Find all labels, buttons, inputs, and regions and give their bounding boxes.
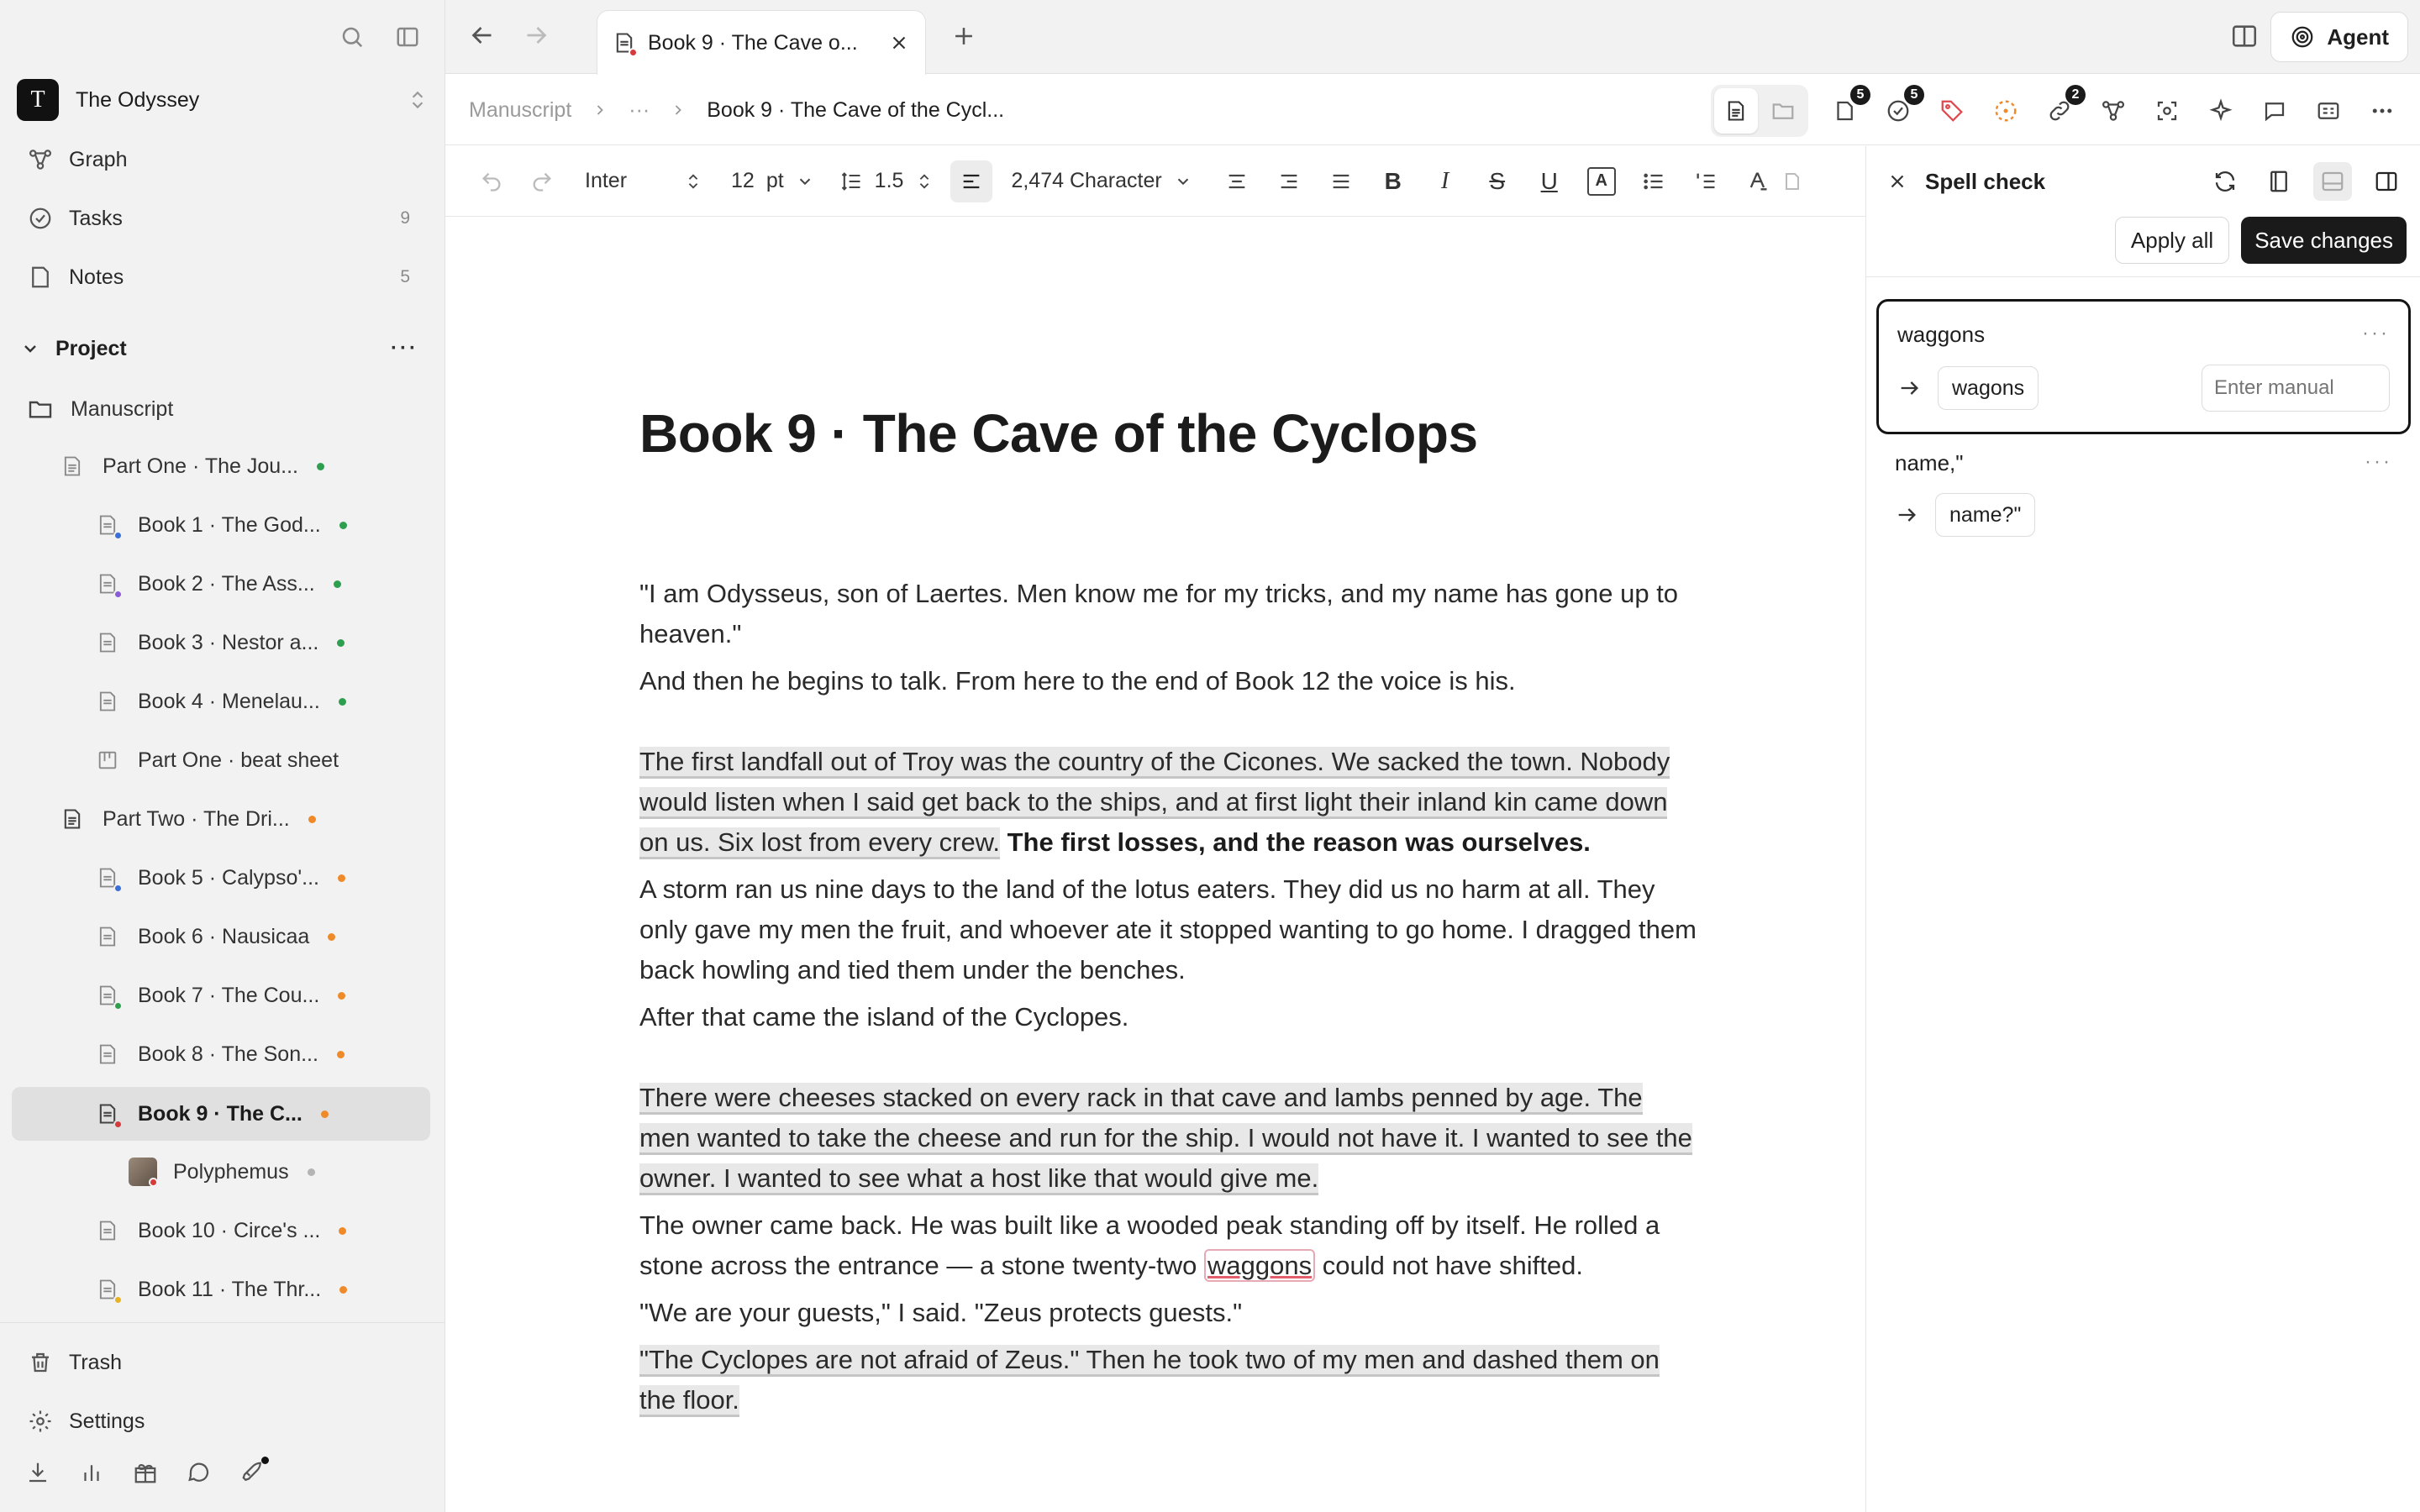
notes-count: 5: [400, 267, 410, 286]
document-icon: [91, 1037, 124, 1071]
pages-icon[interactable]: [1827, 87, 1865, 129]
status-dot: [339, 1286, 347, 1294]
font-size-select[interactable]: [731, 169, 814, 193]
suggestion-chip[interactable]: wagons: [1938, 366, 2039, 410]
back-arrow-icon[interactable]: [467, 20, 497, 50]
panel-header: [1866, 146, 2420, 217]
book-icon[interactable]: [2260, 162, 2298, 201]
more-tools-icon[interactable]: [1782, 160, 1802, 202]
tree-label: Polyphemus: [173, 1159, 289, 1184]
new-tab-icon[interactable]: [950, 22, 978, 50]
project-label: Project: [55, 336, 127, 360]
tree-label: Book 8 · The Son...: [138, 1042, 318, 1066]
tree-item-beat-sheet[interactable]: [91, 736, 339, 785]
workspace-avatar: T: [17, 79, 59, 121]
tree-label: Book 4 · Menelau...: [138, 689, 320, 713]
redo-icon[interactable]: [521, 160, 563, 202]
more-icon[interactable]: ···: [391, 337, 418, 360]
paragraph[interactable]: [639, 742, 1698, 863]
tree-label: Book 9 · The C...: [138, 1101, 302, 1126]
chevron-updown-icon: [407, 87, 429, 113]
breadcrumb-ellipsis[interactable]: ···: [629, 97, 650, 122]
text-run: could not have shifted.: [1315, 1251, 1583, 1280]
chevron-down-icon: [20, 339, 40, 359]
status-dot: [317, 463, 324, 470]
tree-item-part-two[interactable]: [55, 795, 316, 843]
document-icon: [91, 1097, 124, 1131]
align-left-icon[interactable]: [950, 160, 992, 202]
trash-icon: [25, 1347, 55, 1378]
character-avatar-icon: [126, 1155, 160, 1189]
nav-tasks[interactable]: [25, 197, 420, 240]
document-icon: [613, 30, 636, 55]
sidebar: [0, 0, 445, 1512]
undo-icon[interactable]: [471, 160, 513, 202]
status-dot: [334, 580, 341, 588]
tree-label: Part One · beat sheet: [138, 748, 339, 772]
id-card-icon[interactable]: [2311, 93, 2346, 129]
paragraph[interactable]: And then he begins to talk. From here to the end of Book 12 the voice is his.: [639, 666, 1516, 696]
spell-item[interactable]: [1876, 299, 2411, 434]
chat-icon[interactable]: [185, 1458, 213, 1487]
highlighted-text: The first landfall out of Troy was the country of the Cicones. We sacked the town. Nobody would listen when I said get back to the ships, and at first light their inland kin came down on us. Six lost from every crew.: [639, 747, 1670, 859]
stats-icon[interactable]: [77, 1458, 106, 1487]
nav-tasks-label: Tasks: [69, 206, 123, 230]
document-icon: [91, 920, 124, 953]
nav-settings[interactable]: [25, 1399, 420, 1443]
link-icon[interactable]: [2042, 87, 2080, 129]
panel-title: Spell check: [1925, 168, 2046, 194]
status-dot: [321, 1110, 329, 1118]
split-view-icon[interactable]: [2230, 22, 2259, 50]
gear-icon: [25, 1406, 55, 1436]
tree-label: Part Two · The Dri...: [103, 806, 290, 831]
document-icon: [91, 979, 124, 1012]
misspelled-word[interactable]: waggons: [1204, 1249, 1315, 1282]
focus-icon[interactable]: [2149, 93, 2185, 129]
chevron-down-icon: [796, 172, 814, 191]
tree-item-polyphemus[interactable]: [126, 1147, 315, 1196]
tree-label: Book 1 · The God...: [138, 512, 321, 537]
document-view-icon[interactable]: [1714, 88, 1758, 134]
justify-icon[interactable]: [1320, 160, 1362, 202]
panel-actions: [2115, 217, 2407, 264]
tree-item-part-one[interactable]: [55, 442, 324, 491]
nav-notes-label: Notes: [69, 265, 124, 289]
paragraph[interactable]: [639, 1340, 1698, 1420]
nav-graph[interactable]: [25, 138, 420, 181]
format-toolbar: [445, 146, 1865, 217]
text-run: The owner came back. He was built like a wooded peak standing off by itself. He rolled a stone across the entrance — a stone twenty-two: [639, 1210, 1660, 1280]
bold-text: The first losses, and the reason was ourselves.: [999, 827, 1591, 857]
character-count: 2,474 Character: [1011, 169, 1162, 192]
tree-label: Book 10 · Circe's ...: [138, 1218, 321, 1242]
font-select[interactable]: [585, 169, 702, 193]
comment-icon[interactable]: [2257, 93, 2292, 129]
status-dot: [339, 1227, 346, 1235]
font-value: Inter: [585, 169, 628, 192]
bullet-list-icon[interactable]: [1633, 160, 1675, 202]
spell-check-panel: [1865, 146, 2420, 1512]
suggestion-chip[interactable]: name?": [1935, 493, 2035, 537]
apply-all-button[interactable]: Apply all: [2115, 217, 2229, 264]
italic-icon[interactable]: I: [1441, 167, 1449, 194]
download-icon[interactable]: [24, 1458, 52, 1487]
paragraph[interactable]: [639, 1078, 1698, 1199]
board-icon: [91, 743, 124, 777]
document-icon: [91, 567, 124, 601]
note-icon: [25, 262, 55, 292]
numbered-list-icon[interactable]: [1685, 160, 1727, 202]
right-panel-icon[interactable]: [2367, 162, 2406, 201]
tree-item-book-6[interactable]: [91, 912, 335, 961]
tree-label: Book 3 · Nestor a...: [138, 630, 319, 654]
breadcrumb-manuscript[interactable]: Manuscript: [469, 97, 572, 122]
nav-trash[interactable]: [25, 1341, 420, 1384]
misspelled-word: name,": [1895, 450, 1964, 475]
manual-entry-input[interactable]: [2202, 365, 2390, 412]
tag-icon[interactable]: [1934, 93, 1970, 129]
sparkle-icon[interactable]: [2203, 93, 2238, 129]
workspace-name: The Odyssey: [76, 87, 200, 112]
tree-label: Book 5 · Calypso'...: [138, 865, 319, 890]
tasks-badge: 5: [1904, 85, 1924, 105]
forward-arrow-icon[interactable]: [521, 20, 551, 50]
more-icon[interactable]: ···: [2365, 450, 2392, 473]
tree-item-book-5[interactable]: [91, 853, 345, 902]
breadcrumb-bar: [445, 75, 2420, 145]
document-icon: [55, 449, 89, 483]
spell-item[interactable]: [1876, 430, 2411, 557]
links-badge: 2: [2065, 85, 2086, 105]
status-dot: [337, 1051, 345, 1058]
document-icon: [91, 685, 124, 718]
line-height-icon: [839, 170, 863, 193]
tree-item-manuscript[interactable]: [24, 385, 173, 433]
graph-icon[interactable]: [2096, 93, 2131, 129]
divider: [1866, 276, 2420, 277]
spiral-icon: [2290, 24, 2315, 50]
paragraph[interactable]: After that came the island of the Cyclopes.: [639, 1002, 1129, 1032]
chevron-updown-icon: [684, 170, 702, 193]
align-right-icon[interactable]: [1268, 160, 1310, 202]
paragraph[interactable]: "We are your guests," I said. "Zeus protects guests.": [639, 1298, 1243, 1327]
highlighted-text: "The Cyclopes are not afraid of Zeus." Then he took two of my men and dashed them on the floor.: [639, 1345, 1660, 1417]
chevron-right-icon: [592, 102, 608, 118]
document-body[interactable]: [639, 402, 1698, 1427]
tree-item-book-3[interactable]: [91, 618, 345, 667]
tab-label: Book 9 · The Cave o...: [648, 30, 858, 55]
tree-item-book-8[interactable]: [91, 1030, 345, 1079]
sidebar-divider: [0, 1322, 445, 1323]
font-size-value: 12: [731, 169, 755, 192]
tree-item-book-7[interactable]: [91, 971, 345, 1020]
folder-icon: [24, 392, 57, 426]
nav-graph-label: Graph: [69, 147, 128, 171]
tree-item-book-1[interactable]: [91, 501, 347, 549]
rocket-icon[interactable]: [239, 1458, 267, 1487]
check-circle-icon: [25, 203, 55, 234]
tree-label: Book 11 · The Thr...: [138, 1277, 322, 1301]
tree-label: Book 7 · The Cou...: [138, 983, 320, 1007]
tree-item-book-11[interactable]: [91, 1265, 347, 1314]
tasks-icon[interactable]: [1881, 87, 1918, 129]
project-section[interactable]: [20, 329, 424, 368]
underline-icon[interactable]: U: [1540, 167, 1558, 194]
close-icon[interactable]: [1886, 171, 1908, 192]
bottom-panel-icon[interactable]: [2313, 162, 2352, 201]
more-icon[interactable]: ···: [2362, 322, 2390, 344]
clear-format-icon[interactable]: [1737, 160, 1779, 202]
align-center-icon[interactable]: [1216, 160, 1258, 202]
status-dot: [339, 698, 346, 706]
agent-label: Agent: [2327, 24, 2389, 50]
search-icon[interactable]: [337, 22, 367, 52]
arrow-right-icon: [1897, 376, 1921, 400]
status-dot: [308, 1168, 315, 1176]
font-size-unit: pt: [765, 169, 784, 192]
chevron-right-icon: [670, 102, 687, 118]
workspace-switcher[interactable]: [17, 79, 429, 121]
tree-item-book-9[interactable]: [91, 1089, 329, 1138]
view-toggle: [1711, 85, 1808, 137]
settings-label: Settings: [69, 1409, 145, 1433]
character-count-select[interactable]: [1011, 169, 1192, 193]
strikethrough-icon[interactable]: S: [1489, 167, 1506, 194]
tree-item-book-10[interactable]: [91, 1206, 346, 1255]
document-actions: [1711, 85, 2400, 137]
highlighted-text: There were cheeses stacked on every rack in that cave and lambs penned by age. The men wanted to take the cheese and run for the ship. I would not have it. I wanted to see the owner. I wanted to see what a host like that would give me.: [639, 1083, 1692, 1195]
status-icon[interactable]: [1988, 93, 2023, 129]
line-height-select[interactable]: [839, 169, 934, 193]
status-dot: [339, 522, 347, 529]
line-height-value: 1.5: [874, 169, 904, 192]
pages-badge: 5: [1850, 85, 1870, 105]
document-icon: [55, 802, 89, 836]
document-icon: [91, 1214, 124, 1247]
chevron-down-icon: [1174, 172, 1192, 191]
document-icon: [91, 626, 124, 659]
save-changes-button[interactable]: Save changes: [2241, 217, 2407, 264]
tree-item-book-4[interactable]: [91, 677, 346, 726]
tree-label: Manuscript: [71, 396, 174, 421]
breadcrumb: [469, 75, 1004, 145]
tab-book-9[interactable]: [597, 10, 926, 75]
tree-label: Book 6 · Nausicaa: [138, 924, 310, 948]
main-area: [445, 0, 2420, 1512]
editor[interactable]: [445, 218, 1865, 1512]
status-dot: [328, 933, 335, 941]
tree-label: Part One · The Jou...: [103, 454, 298, 478]
bold-icon[interactable]: B: [1384, 167, 1402, 194]
refresh-icon[interactable]: [2206, 162, 2244, 201]
document-title[interactable]: Book 9 · The Cave of the Cyclops: [639, 403, 1478, 464]
document-icon: [91, 861, 124, 895]
paragraph[interactable]: A storm ran us nine days to the land of the lotus eaters. They did us no harm at all. They only gave my men the fruit, and whoever ate it stopped wanting to go home. I dragged them back howling and tied them under the benches.: [639, 874, 1697, 984]
tree-label: Book 2 · The Ass...: [138, 571, 315, 596]
sidebar-toggle-icon[interactable]: [392, 22, 423, 52]
tasks-count: 9: [400, 208, 410, 228]
graph-icon: [25, 144, 55, 175]
status-dot: [337, 639, 345, 647]
document-icon: [91, 508, 124, 542]
misspelled-word: waggons: [1897, 322, 1986, 347]
close-icon[interactable]: [888, 32, 910, 54]
status-dot: [308, 816, 316, 823]
nav-notes[interactable]: [25, 255, 420, 299]
paragraph[interactable]: "I am Odysseus, son of Laertes. Men know me for my tricks, and my name has gone up to heaven.": [639, 579, 1679, 648]
more-icon[interactable]: [2365, 93, 2400, 129]
status-dot: [338, 874, 345, 882]
sidebar-footer-icons: [24, 1458, 267, 1487]
status-dot: [338, 992, 345, 1000]
breadcrumb-current[interactable]: Book 9 · The Cave of the Cycl...: [707, 97, 1005, 122]
paragraph[interactable]: [639, 1205, 1698, 1286]
tab-bar: [445, 0, 2420, 74]
text-color-icon[interactable]: A: [1581, 160, 1623, 202]
document-icon: [91, 1273, 124, 1306]
folder-view-icon[interactable]: [1761, 88, 1805, 134]
tree-item-book-2[interactable]: [91, 559, 341, 608]
gift-icon[interactable]: [131, 1458, 160, 1487]
chevron-updown-icon: [915, 170, 934, 193]
agent-button[interactable]: [2270, 12, 2408, 62]
trash-label: Trash: [69, 1350, 122, 1374]
arrow-right-icon: [1895, 503, 1918, 527]
